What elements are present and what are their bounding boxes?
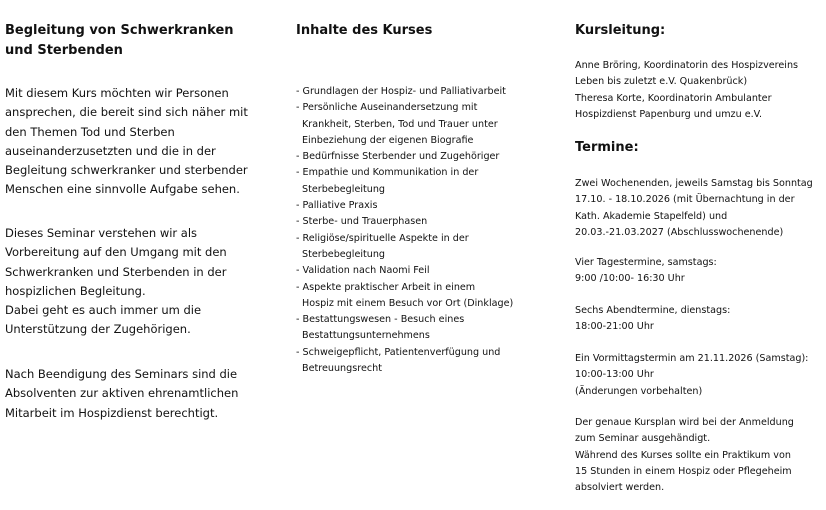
text-line: 18:00-21:00 Uhr [575, 321, 654, 333]
termine-block-1 [575, 176, 813, 241]
text-line: Anne Bröring, Koordinatorin des Hospizvereins [575, 60, 799, 71]
text-line: Sechs Abendtermine, dienstags: [575, 305, 731, 316]
intro-paragraph-2 [5, 224, 227, 340]
kursleitung-heading: Kursleitung: [575, 23, 666, 38]
content-heading: Inhalte des Kurses [296, 23, 433, 38]
text-line: Dieses Seminar verstehen wir als [5, 226, 198, 240]
list-item-line: - Aspekte praktischer Arbeit in einem [296, 281, 476, 293]
list-item-line: Krankheit, Sterben, Tod und Trauer unter [302, 118, 498, 130]
text-line: 15 Stunden in einem Hospiz oder Pflegeheim [575, 465, 792, 477]
list-item-line: - Sterbe- und Trauerphasen [296, 216, 428, 228]
text-line: Mit diesem Kurs möchten wir Personen [5, 86, 229, 100]
termine-block-4 [575, 351, 808, 400]
list-item-line: Betreuungsrecht [302, 363, 382, 375]
text-line: Nach Beendigung des Seminars sind die [5, 367, 238, 381]
text-line: Zwei Wochenenden, jeweils Samstag bis Sonntag [575, 178, 813, 189]
text-line: Dabei geht es auch immer um die [5, 303, 202, 318]
text-line: Begleitung schwerkranker und sterbender [5, 163, 248, 178]
list-item-line: - Empathie und Kommunikation in der [296, 167, 479, 179]
text-line: (Änderungen vorbehalten) [575, 385, 703, 397]
list-item-line: - Palliative Praxis [296, 200, 378, 212]
intro-paragraph-1 [5, 84, 248, 200]
list-item-line: Einbeziehung der eigenen Biografie [302, 134, 474, 146]
text-line: Schwerkranken und Sterbenden in der [5, 264, 227, 279]
text-line: zum Seminar ausgehändigt. [575, 433, 711, 445]
list-item-line: Hospiz mit einem Besuch vor Ort (Dinklage) [302, 297, 514, 309]
kursleitung-text [575, 58, 798, 123]
text-line: 10:00-13:00 Uhr [575, 369, 654, 381]
text-line: Vier Tagestermine, samstags: [575, 257, 717, 268]
text-line: Ein Vormittagstermin am 21.11.2026 (Samstag): [575, 353, 809, 364]
text-line: Theresa Korte, Koordinatorin Ambulanter [575, 92, 772, 104]
termine-block-5 [575, 415, 794, 496]
list-item-line: - Bestattungswesen - Besuch eines [296, 314, 465, 326]
termine-heading: Termine: [575, 140, 639, 155]
list-item-line: Bestattungsunternehmens [302, 330, 430, 342]
text-line: Kath. Akademie Stapelfeld) und [575, 210, 728, 222]
list-item-line: - Religiöse/spirituelle Aspekte in der [296, 232, 469, 244]
text-line: Unterstützung der Zugehörigen. [5, 322, 191, 337]
text-line: auseinanderzusetzten und die in der [5, 143, 216, 158]
text-line: Mitarbeit im Hospizdienst berechtigt. [5, 405, 219, 420]
text-line: hospizlichen Begleitung. [5, 283, 146, 298]
intro-heading-line: und Sterbenden [5, 43, 123, 58]
content-list [296, 84, 513, 377]
list-item-line: - Persönliche Auseinandersetzung mit [296, 102, 478, 114]
text-line: 20.03.-21.03.2027 (Abschlusswochenende) [575, 226, 784, 238]
text-line: Vorbereitung auf den Umgang mit den [5, 245, 227, 260]
text-line: Hospizdienst Papenburg und umzu e.V. [575, 108, 763, 120]
text-line: Der genaue Kursplan wird bei der Anmeldung [575, 417, 794, 428]
organization-column [575, 0, 826, 510]
list-item-line: - Bedürfnisse Sterbender und Zugehöriger [296, 151, 500, 163]
text-line: Leben bis zuletzt e.V. Quakenbrück) [575, 76, 748, 88]
text-line: ansprechen, die bereit sind sich näher mit [5, 105, 248, 120]
list-item-line: - Grundlagen der Hospiz- und Palliativarbeit [296, 86, 506, 97]
intro-heading [5, 21, 234, 61]
list-item-line: Sterbebegleitung [302, 183, 386, 195]
intro-heading-line: Begleitung von Schwerkranken [5, 23, 234, 38]
text-line: 17.10. - 18.10.2026 (mit Übernachtung in der [575, 194, 795, 206]
text-line: Absolventen zur aktiven ehrenamtlichen [5, 386, 239, 401]
intro-paragraph-3 [5, 365, 238, 423]
list-item-line: Sterbebegleitung [302, 248, 386, 260]
text-line: absolviert werden. [575, 482, 665, 494]
termine-block-3 [575, 303, 730, 336]
list-item-line: - Validation nach Naomi Feil [296, 265, 430, 277]
list-item-line: - Schweigepflicht, Patientenverfügung und [296, 346, 501, 358]
text-line: Während des Kurses sollte ein Praktikum von [575, 449, 791, 461]
text-line: Menschen eine sinnvolle Aufgabe sehen. [5, 182, 240, 197]
termine-block-2 [575, 255, 717, 288]
text-line: 9:00 /10:00- 16:30 Uhr [575, 273, 685, 285]
text-line: den Themen Tod und Sterben [5, 124, 175, 139]
